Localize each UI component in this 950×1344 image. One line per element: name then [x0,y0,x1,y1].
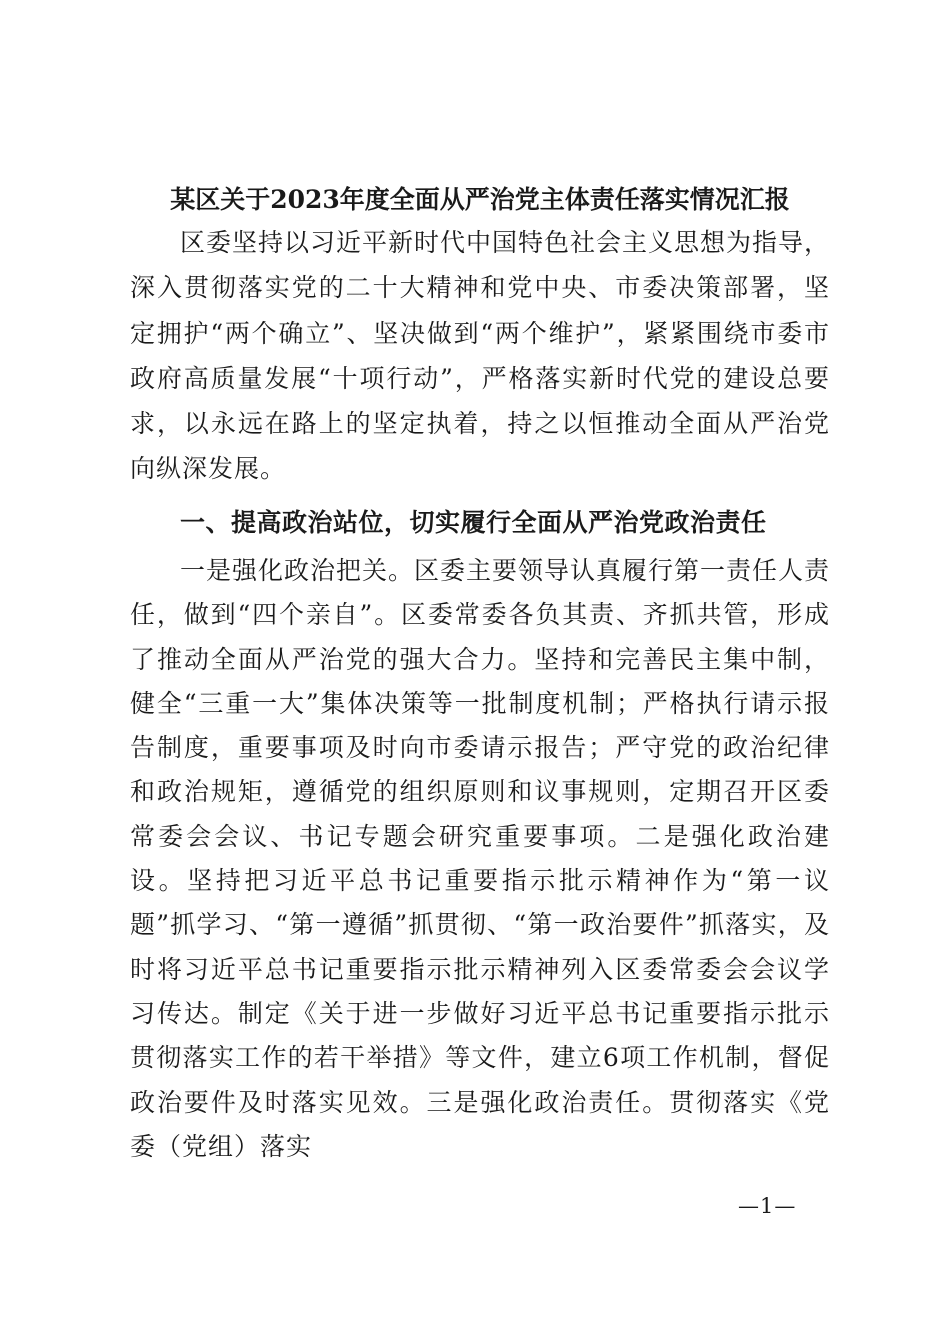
intro-paragraph: 区委坚持以习近平新时代中国特色社会主义思想为指导，深入贯彻落实党的二十大精神和党中央、市委决策部署，坚定拥护“两个确立”、坚决做到“两个维护”，紧紧围绕市委市政府高质量发展“十项行动”，严格落实新时代党的建设总要求，以永远在路上的坚定执着，持之以恒推动全面从严治党向纵深发展。 [130,228,831,484]
section-paragraph: 一是强化政治把关。区委主要领导认真履行第一责任人责任，做到“四个亲自”。区委常委各负其责、齐抓共管，形成了推动全面从严治党的强大合力。坚持和完善民主集中制，健全“三重一大”集体决策等一批制度机制；严格执行请示报告制度，重要事项及时向市委请示报告；严守党的政治纪律和政治规矩，遵循党的组织原则和议事规则，定期召开区委常委会会议、书记专题会研究重要事项。二是强化政治建设。坚持把习近平总书记重要指示批示精神作为“第一议题”抓学习、“第一遵循”抓贯彻、“第一政治要件”抓落实，及时将习近平总书记重要指示批示精神列入区委常委会会议学习传达。制定《关于进一步做好习近平总书记重要指示批示贯彻落实工作的若干举措》等文件，建立6项工作机制，督促政治要件及时落实见效。三是强化政治责任。贯彻落实《党委（党组）落实 [130,556,831,1161]
section-heading: 一、提高政治站位，切实履行全面从严治党政治责任 [180,508,767,537]
document-title: 某区关于2023年度全面从严治党主体责任落实情况汇报 [170,185,790,214]
page-number: —1— [738,1194,797,1218]
